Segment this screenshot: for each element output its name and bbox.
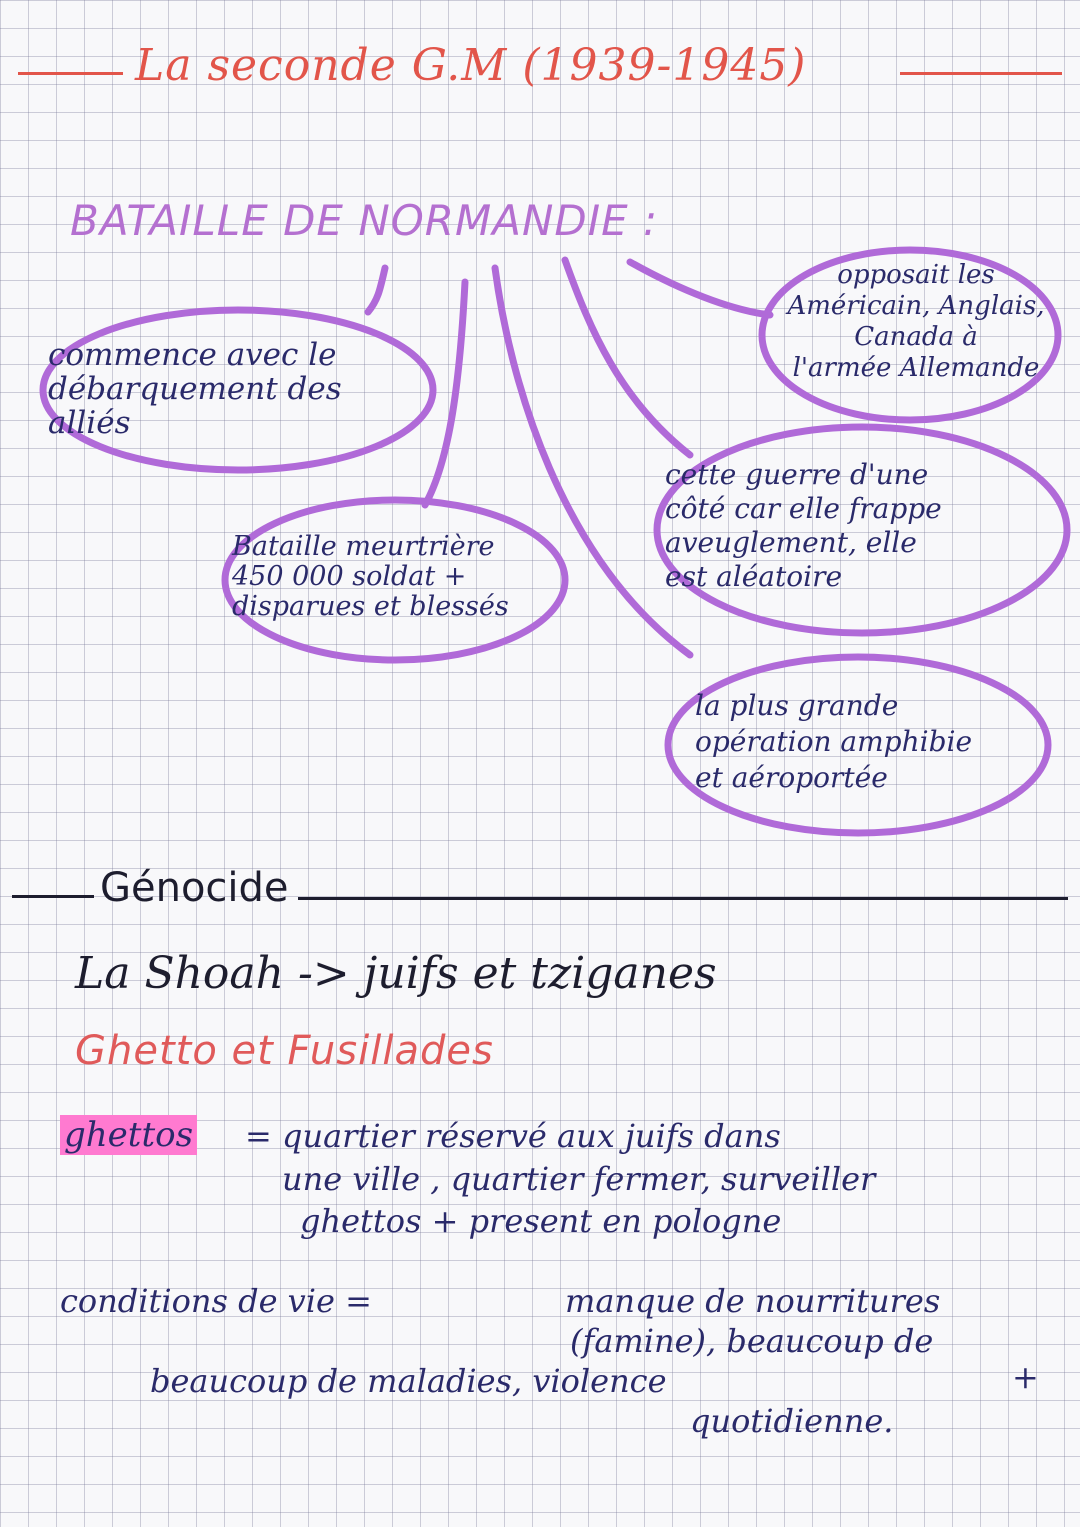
connector-1 bbox=[368, 268, 385, 312]
ghetto-subheading: Ghetto et Fusillades bbox=[75, 1028, 494, 1074]
ghettos-term-highlight: ghettos bbox=[60, 1115, 197, 1155]
ghettos-def-line-1: = quartier réservé aux juifs dans bbox=[245, 1117, 781, 1155]
bubble-5-text: la plus grande opération amphibie et aéroportée bbox=[695, 689, 973, 794]
conditions-term: conditions de vie = bbox=[60, 1282, 372, 1320]
conditions-def-line-1: manque de nourritures bbox=[565, 1282, 941, 1320]
genocide-rule-right bbox=[298, 897, 1068, 900]
genocide-rule-left bbox=[12, 895, 94, 898]
ghettos-def-line-2: une ville , quartier fermer, surveiller bbox=[282, 1160, 876, 1198]
conditions-cross-mark: + bbox=[1012, 1358, 1039, 1396]
connector-4 bbox=[565, 260, 690, 455]
bubble-1-text: commence avec le débarquement des alliés bbox=[48, 337, 342, 441]
connector-5 bbox=[630, 262, 770, 315]
section-heading-battle: BATAILLE DE NORMANDIE : bbox=[70, 196, 659, 245]
bubble-4-text: cette guerre d'une côté car elle frappe aveuglement, elle est aléatoire bbox=[665, 458, 942, 593]
page-title: La seconde G.M (1939-1945) bbox=[135, 40, 807, 91]
bubble-3-text: opposait les Américain, Anglais, Canada à l'armée Allemande bbox=[787, 260, 1045, 383]
conditions-def-line-2: (famine), beaucoup de bbox=[570, 1322, 934, 1360]
section-heading-genocide: Génocide bbox=[100, 865, 289, 911]
shoah-line: La Shoah -> juifs et tziganes bbox=[75, 948, 717, 999]
conditions-def-line-3: beaucoup de maladies, violence bbox=[150, 1362, 667, 1400]
ghettos-def-line-3: ghettos + present en pologne bbox=[300, 1202, 782, 1240]
conditions-def-line-4: quotidienne. bbox=[690, 1402, 894, 1440]
bubble-2-text: Bataille meurtrière 450 000 soldat + disparues et blessés bbox=[232, 531, 509, 622]
